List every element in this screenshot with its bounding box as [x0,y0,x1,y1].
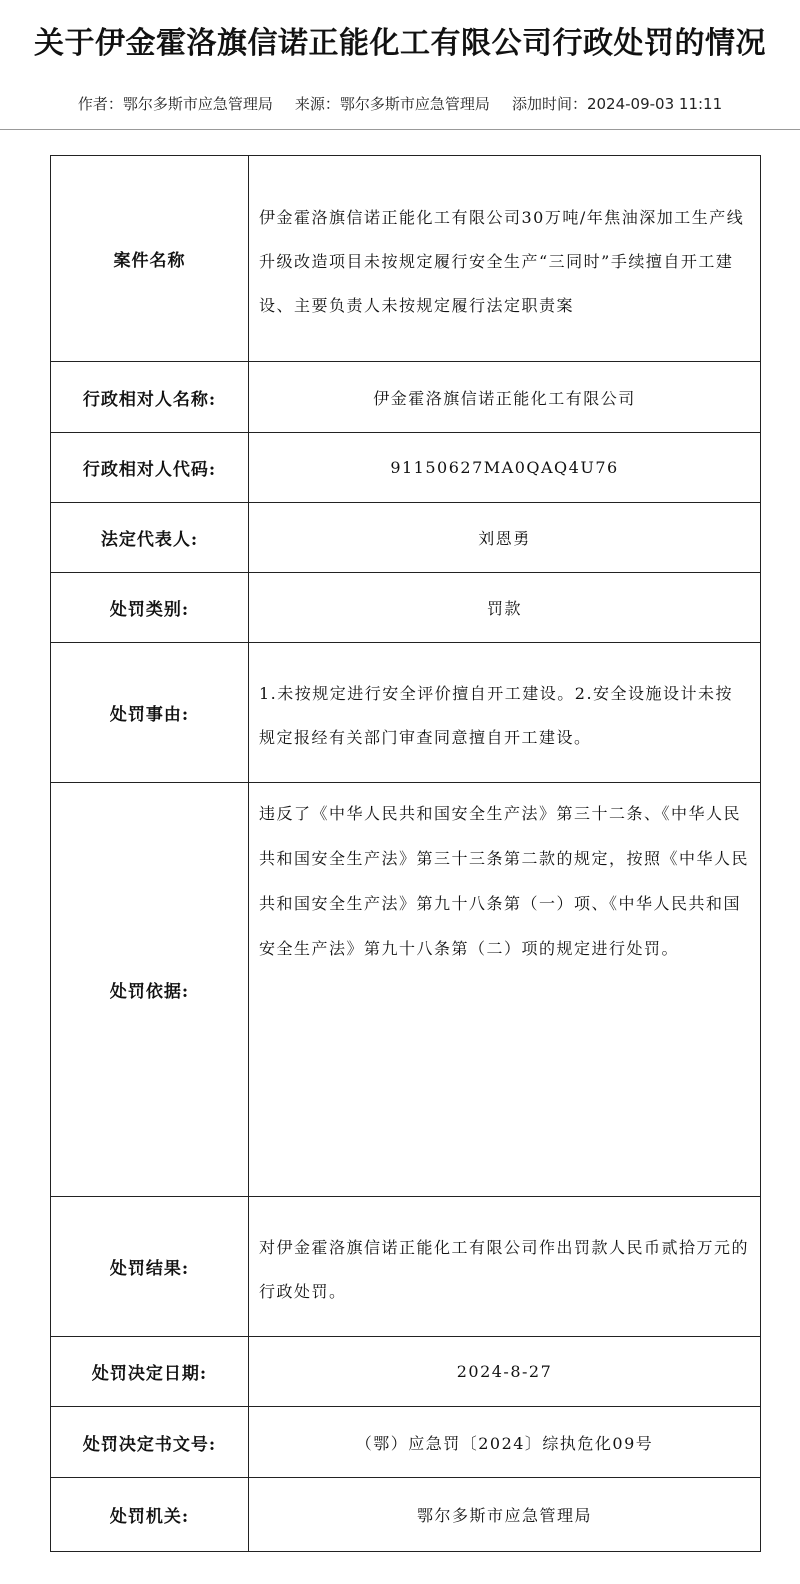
time-label: 添加时间： [511,95,587,113]
header-divider [0,129,800,130]
table-row [51,783,761,1197]
page-title: 关于伊金霍洛旗信诺正能化工有限公司行政处罚的情况 [34,26,766,61]
row-value-party-name: 伊金霍洛旗信诺正能化工有限公司 [249,362,761,433]
row-label-case-name: 案件名称 [51,156,249,362]
table-row [51,156,761,362]
row-label-party-name: 行政相对人名称: [51,362,249,433]
row-value-decision-number: （鄂）应急罚〔2024〕综执危化09号 [249,1407,761,1478]
author: 鄂尔多斯市应急管理局 [122,95,273,113]
row-label-party-code: 行政相对人代码: [51,433,249,503]
penalty-info-table [50,155,761,1552]
article-meta [0,93,800,114]
row-value-decision-date: 2024-8-27 [249,1337,761,1407]
row-value-penalty-basis: 违反了《中华人民共和国安全生产法》第三十二条、《中华人民共和国安全生产法》第三十三条第二款的规定，按照《中华人民共和国安全生产法》第九十八条第（一）项、《中华人民共和国安全生产法》第九十八条第（二）项的规定进行处罚。 [249,783,761,1197]
author-label: 作者： [77,95,123,113]
row-label-penalty-type: 处罚类别: [51,573,249,643]
row-label-decision-number: 处罚决定书文号: [51,1407,249,1478]
row-label-decision-date: 处罚决定日期: [51,1337,249,1407]
table-row [51,643,761,783]
publish-time: 2024-09-03 11:11 [586,95,723,113]
table-row [51,1337,761,1407]
row-value-penalty-type: 罚款 [249,573,761,643]
table-row [51,362,761,433]
row-value-penalty-reason: 1.未按规定进行安全评价擅自开工建设。2.安全设施设计未按规定报经有关部门审查同意擅自开工建设。 [249,643,761,783]
row-value-case-name: 伊金霍洛旗信诺正能化工有限公司30万吨/年焦油深加工生产线升级改造项目未按规定履行安全生产“三同时”手续擅自开工建设、主要负责人未按规定履行法定职责案 [249,156,761,362]
table-row [51,433,761,503]
table-row [51,1478,761,1552]
row-value-authority: 鄂尔多斯市应急管理局 [249,1478,761,1552]
row-label-legal-rep: 法定代表人: [51,503,249,573]
table-row [51,1197,761,1337]
row-label-penalty-reason: 处罚事由: [51,643,249,783]
table-row [51,503,761,573]
row-value-party-code: 91150627MA0QAQ4U76 [249,433,761,503]
row-value-legal-rep: 刘恩勇 [249,503,761,573]
row-label-penalty-basis: 处罚依据: [51,783,249,1197]
row-value-penalty-result: 对伊金霍洛旗信诺正能化工有限公司作出罚款人民币贰拾万元的行政处罚。 [249,1197,761,1337]
row-label-authority: 处罚机关: [51,1478,249,1552]
row-label-penalty-result: 处罚结果: [51,1197,249,1337]
table-row [51,573,761,643]
source: 鄂尔多斯市应急管理局 [339,95,490,113]
table-row [51,1407,761,1478]
source-label: 来源： [294,95,340,113]
